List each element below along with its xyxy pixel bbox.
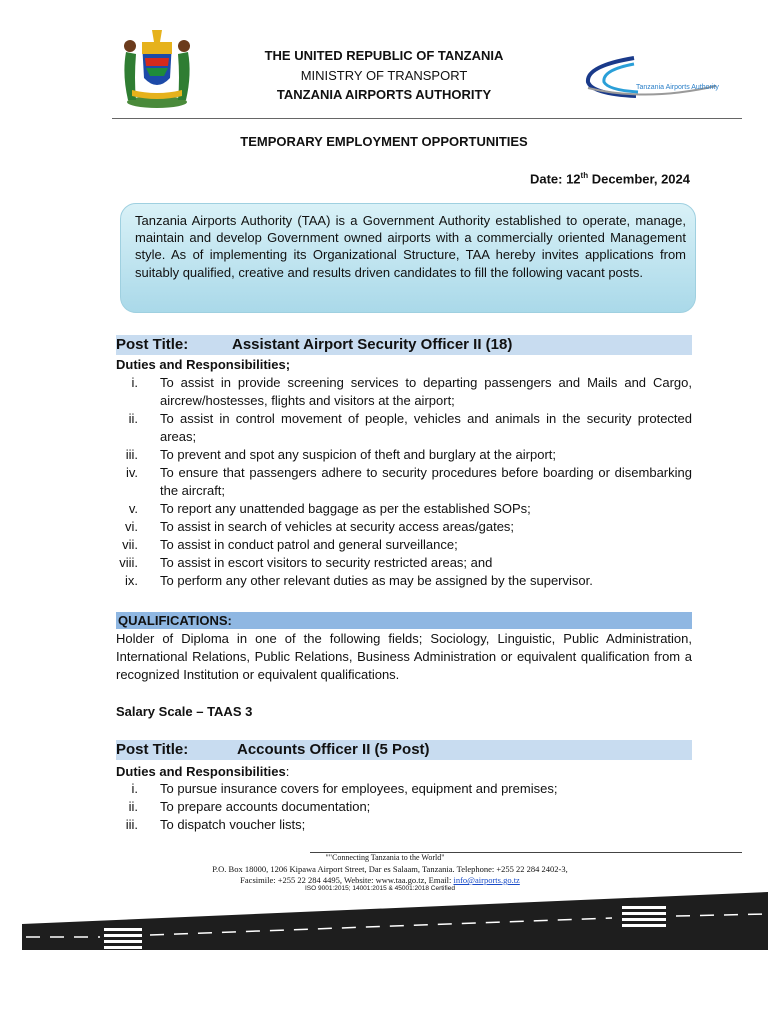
item-text: To assist in search of vehicles at security access areas/gates; [160,519,515,534]
footer-email-link[interactable]: info@airports.go.tz [453,875,520,885]
duties-list [116,374,692,590]
item-number: iii. [125,817,138,832]
duties-heading-colon: : [285,764,290,779]
list-item [116,798,692,816]
runway-graphic [0,886,768,956]
list-item [116,410,692,446]
post-title-bar [116,335,692,355]
item-number: ix. [125,573,138,588]
item-text: To report any unattended baggage as per the established SOPs; [160,501,531,516]
item-number: i. [131,375,138,390]
item-text: To assist in conduct patrol and general surveillance; [160,537,458,552]
item-number: viii. [119,555,138,570]
qualifications-bar [116,612,692,629]
item-number: vii. [122,537,138,552]
footer-motto: ""Connecting Tanzania to the World" [325,853,445,862]
header-divider [112,118,742,119]
item-text: To ensure that passengers adhere to security procedures before boarding or disembarking the aircraft; [160,465,692,498]
salary-scale: Salary Scale – TAAS 3 [116,704,253,719]
list-item [116,780,692,798]
post-title: Accounts Officer II (5 Post) [237,741,430,758]
duties-heading [116,764,289,779]
item-text: To perform any other relevant duties as may be assigned by the supervisor. [160,573,593,588]
item-text: To dispatch voucher lists; [160,817,306,832]
item-number: iv. [125,465,138,480]
ministry-heading: MINISTRY OF TRANSPORT [300,68,468,83]
intro-box: Tanzania Airports Authority (TAA) is a Government Authority established to operate, manage, maintain and develop Government owned airports with a commercially oriented Management style. As of implementing its Organizational Structure, TAA hereby invites applications from suitably qualified, creative and results driven candidates to fill the following vacant posts. [120,203,696,313]
date-suffix: December, 2024 [588,171,690,187]
duties-heading-text: Duties and Responsibilities [116,764,286,779]
footer-contact [150,875,610,885]
post-title-label: Post Title: [116,336,189,353]
list-item [116,572,692,590]
item-text: To prevent and spot any suspicion of theft and burglary at the airport; [160,447,557,462]
item-number: i. [131,781,138,796]
item-text: To prepare accounts documentation; [160,799,371,814]
list-item [116,446,692,464]
qualifications-heading: QUALIFICATIONS: [118,613,232,628]
duties-heading: Duties and Responsibilities; [116,357,291,372]
list-item [116,554,692,572]
date-prefix: Date: 12 [529,171,581,187]
item-text: To assist in escort visitors to security restricted areas; and [160,555,493,570]
item-text: To pursue insurance covers for employees, equipment and premises; [160,781,558,796]
item-number: vi. [125,519,138,534]
date-superscript: th [580,171,589,180]
authority-heading: TANZANIA AIRPORTS AUTHORITY [276,87,492,102]
footer-contact-text: Facsimile: +255 22 284 4495, Website: www.taa.go.tz, Email: [240,875,454,885]
taa-logo-icon [576,52,736,102]
item-number: iii. [125,447,138,462]
document-title: TEMPORARY EMPLOYMENT OPPORTUNITIES [240,134,528,149]
document-date [530,171,690,186]
logo-caption: Tanzania Airports Authority [636,84,719,91]
post-title-label: Post Title: [116,741,189,758]
list-item [116,536,692,554]
duties-list [116,780,692,834]
footer-address: P.O. Box 18000, 1206 Kipawa Airport Street, Dar es Salaam, Tanzania. Telephone: +255 22 284 2402-3, [212,864,568,874]
country-heading: THE UNITED REPUBLIC OF TANZANIA [264,48,504,63]
list-item [116,816,692,834]
list-item [116,374,692,410]
list-item [116,464,692,500]
post-title-bar [116,740,692,760]
item-text: To assist in provide screening services to departing passengers and Mails and Cargo, aircrew/hostesses, flights and visitors at the airport; [160,375,692,408]
list-item [116,500,692,518]
item-text: To assist in control movement of people, vehicles and animals in the security protected areas; [160,411,692,444]
item-number: ii. [128,799,138,814]
item-number: ii. [128,411,138,426]
list-item [116,518,692,536]
footer-iso: ISO 9001:2015; 14001:2015 & 45001:2018 Certified [305,885,455,892]
qualifications-text: Holder of Diploma in one of the following fields; Sociology, Linguistic, Public Administration, International Relations, Public Relations, Business Administration or equivalent qualification from a recognized Institution or equivalent qualifications. [116,631,692,682]
post-title: Assistant Airport Security Officer II (18) [232,336,513,353]
item-number: v. [128,501,138,516]
